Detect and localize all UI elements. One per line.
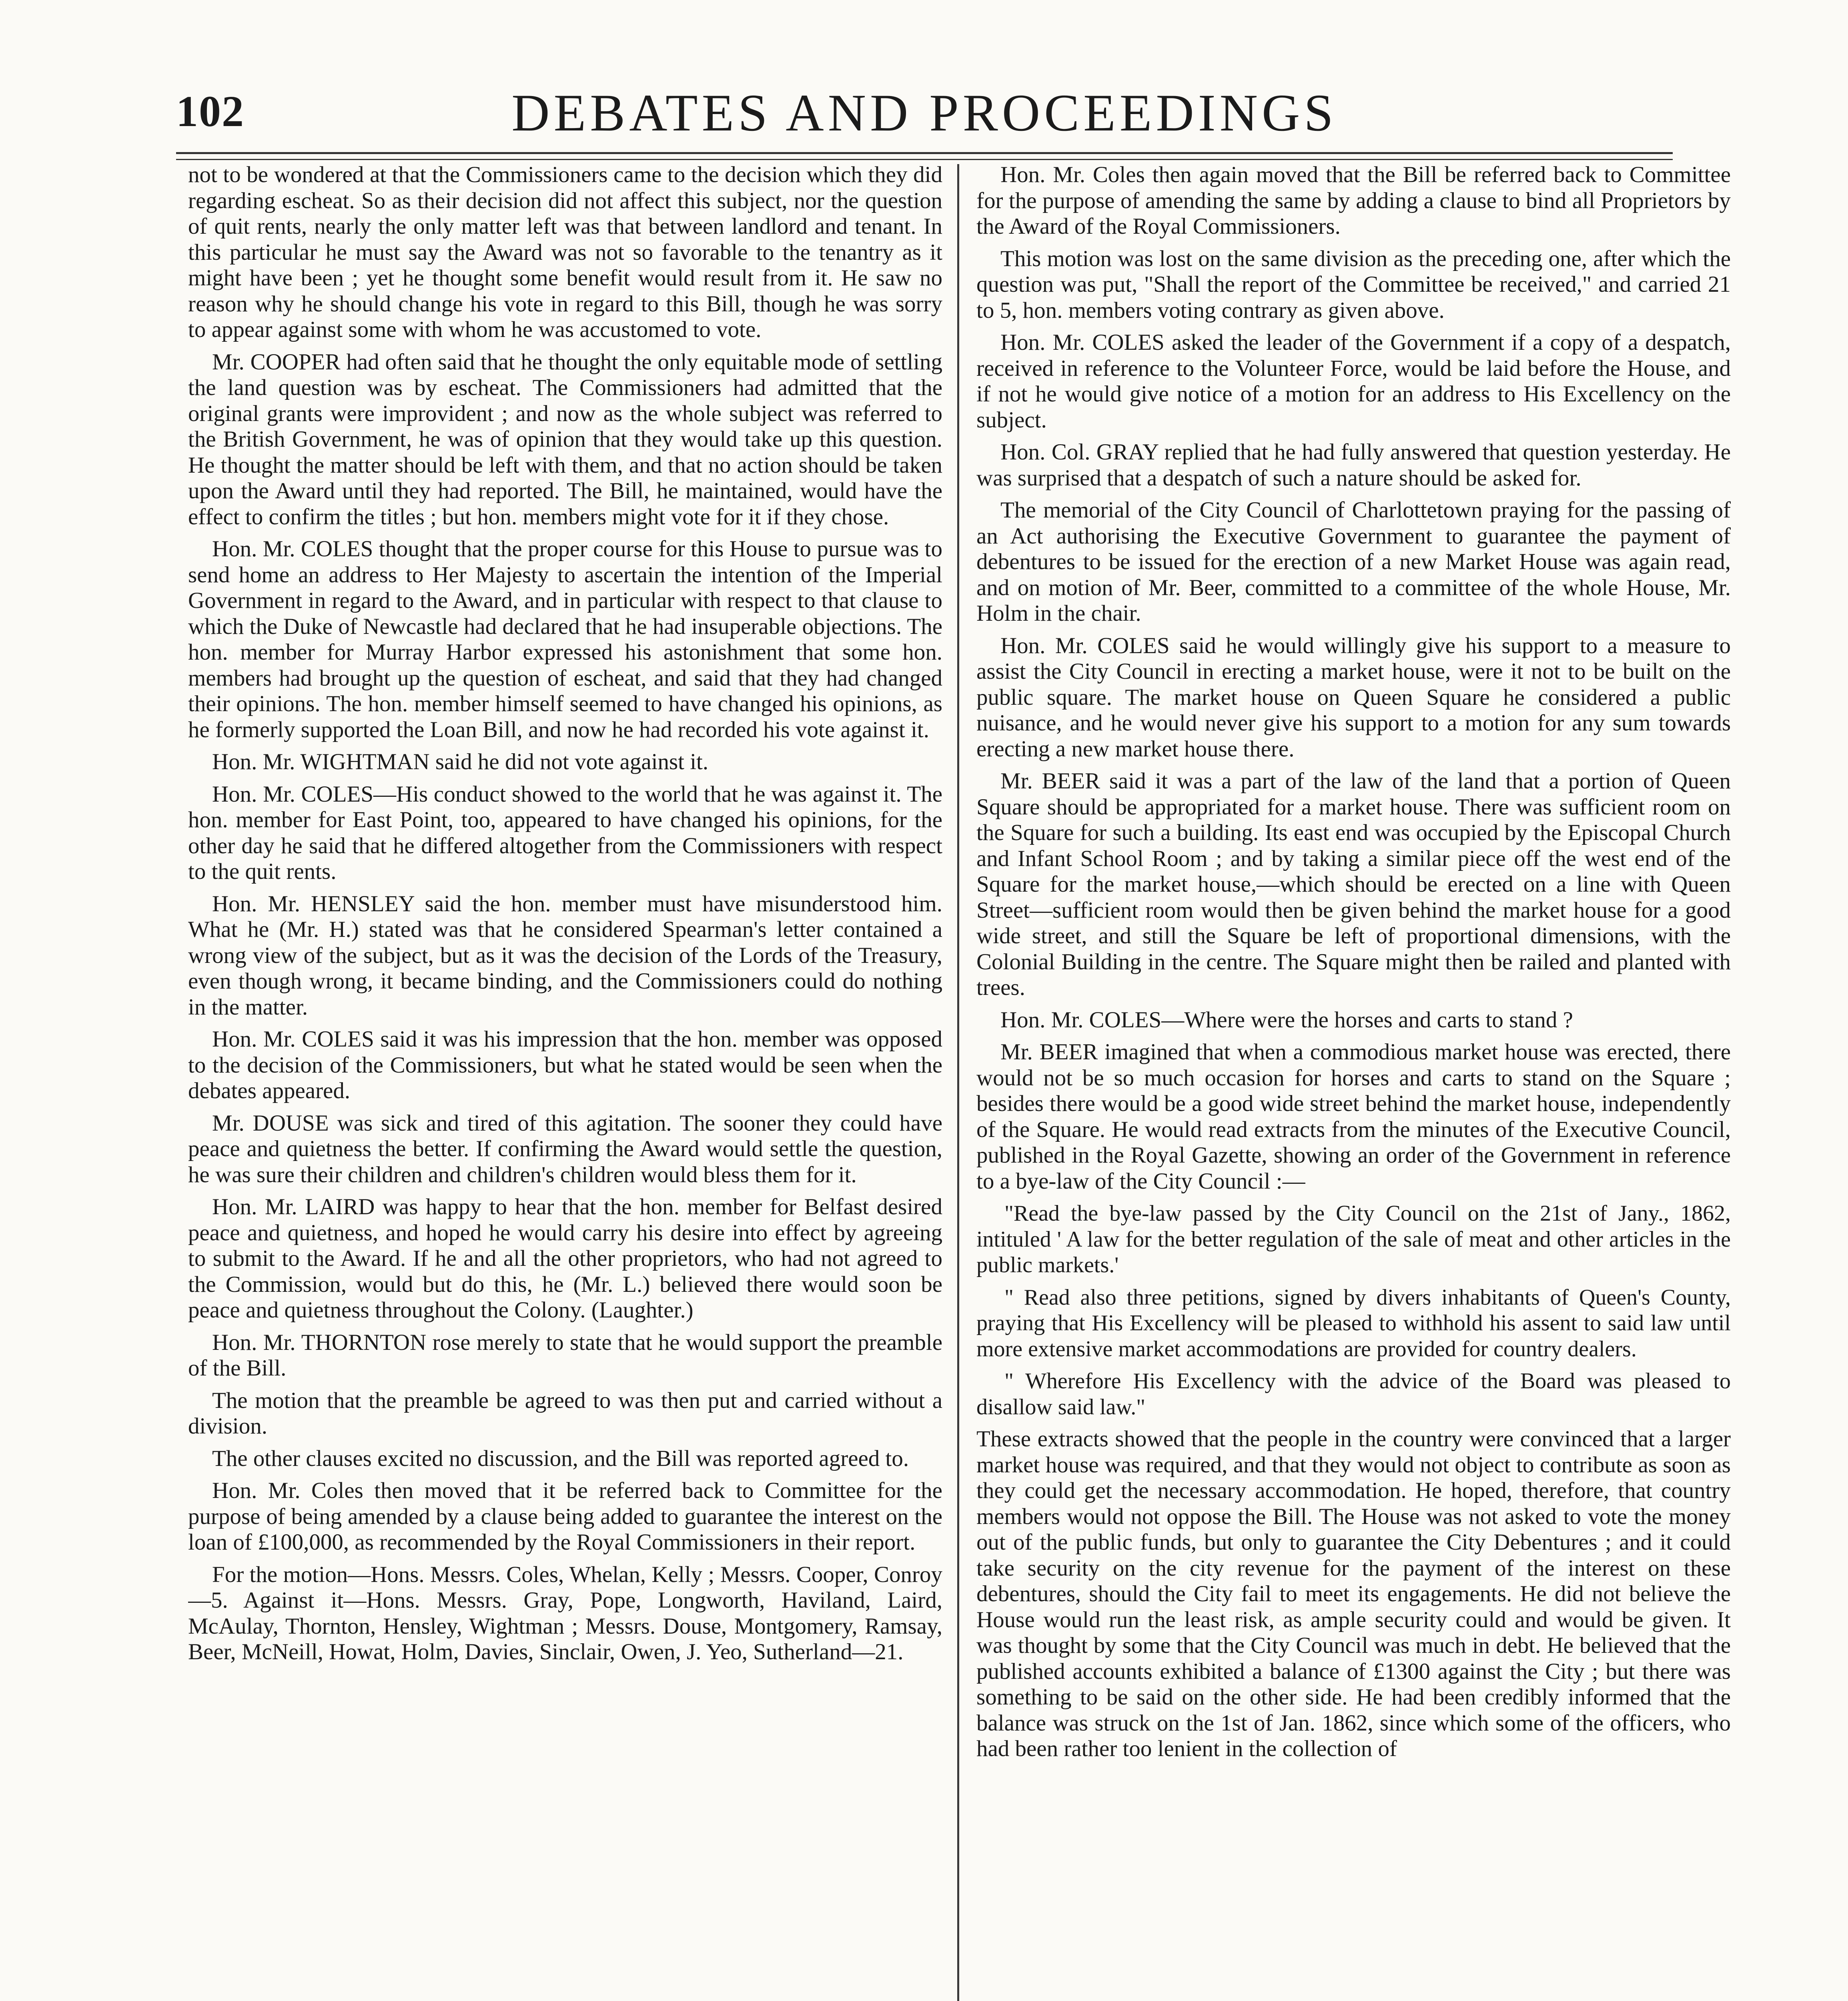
paragraph: Hon. Mr. HENSLEY said the hon. member must have misunderstood him. What he (Mr. H.) stated was that he considered Spearman's letter contained a wrong view of the subject, but as it was the decision of the Lords of the Treasury, even though wrong, it became binding, and the Commissioners could do nothing in the matter.: [188, 891, 942, 1020]
paragraph: These extracts showed that the people in the country were convinced that a larger market house was required, and that they would not object to contribute as soon as they could get the necessary accommodation. He hoped, therefore, that country members would not oppose the Bill. The House was not asked to vote the money out of the public funds, but only to guarantee the City Debentures ; and it could take security on the city revenue for the payment of the interest on these debentures, should the City fail to meet its engagements. He did not believe the House would run the least risk, as ample security could and would be given. It was thought by some that the City Council was much in debt. He believed that the published accounts exhibited a balance of £1300 against the City ; but there was something to be said on the other side. He had been credibly informed that the balance was struck on the 1st of Jan. 1862, since which some of the officers, who had been rather too lenient in the collection of: [976, 1426, 1731, 1761]
paragraph: Hon. Mr. WIGHTMAN said he did not vote against it.: [212, 749, 709, 774]
paragraph: The memorial of the City Council of Charlottetown praying for the passing of an Act authorising the Executive Government to guarantee the payment of debentures to be issued for the erection of a new Market House was again read, and on motion of Mr. Beer, committed to a committee of the whole House, Mr. Holm in the chair.: [976, 497, 1731, 626]
paragraph: Hon. Mr. COLES said he would willingly give his support to a measure to assist the City Council in erecting a market house, were it not to be built on the public square. The market house on Queen Square he considered a public nuisance, and he would never give his support to a motion for any sum towards erecting a new market house there.: [976, 633, 1731, 762]
paragraph: Hon. Col. GRAY replied that he had fully answered that question yesterday. He was surprised that a despatch of such a nature should be asked for.: [976, 439, 1731, 491]
paragraph: Hon. Mr. COLES asked the leader of the Government if a copy of a despatch, received in reference to the Volunteer Force, would be laid before the House, and if not he would give notice of a motion for an address to His Excellency on the subject.: [976, 330, 1731, 433]
paragraph: Hon. Mr. Coles then again moved that the Bill be referred back to Committee for the purpose of amending the same by adding a clause to bind all Proprietors by the Award of the Royal Commissioners.: [976, 162, 1731, 239]
paragraph: Hon. Mr. Coles then moved that it be referred back to Committee for the purpose of being amended by a clause being added to guarantee the interest on the loan of £100,000, as recommended by the Royal Commissioners in their report.: [188, 1478, 942, 1555]
page-header: [176, 82, 1673, 150]
page-number: 102: [176, 87, 245, 136]
paragraph: Mr. BEER said it was a part of the law of the land that a portion of Queen Square should be appropriated for a market house. There was sufficient room on the Square for such a building. Its east end was occupied by the Episcopal Church and Infant School Room ; and by taking a similar piece off the west end of the Square for the market house,—which should be erected on a line with Queen Street—sufficient room would then be given behind the market house for a good wide street, and still the Square be left of proportional dimensions, with the Colonial Building in the centre. The Square might then be railed and planted with trees.: [976, 768, 1731, 1000]
paragraph: Mr. COOPER had often said that he thought the only equitable mode of settling the land question was by escheat. The Commissioners had admitted that the original grants were improvident ; and now as the whole subject was referred to the British Government, he was of opinion that they would take up this question. He thought the matter should be left with them, and that no action should be taken upon the Award until they had reported. The Bill, he maintained, would have the effect to confirm the titles ; but hon. members might vote for it if they chose.: [188, 349, 942, 529]
paragraph: Hon. Mr. COLES—Where were the horses and carts to stand ?: [1000, 1007, 1573, 1033]
paragraph: This motion was lost on the same division as the preceding one, after which the question was put, "Shall the report of the Committee be received," and carried 21 to 5, hon. members voting contrary as given above.: [976, 246, 1731, 323]
paragraph: Hon. Mr. COLES thought that the proper course for this House to pursue was to send home an address to Her Majesty to ascertain the intention of the Imperial Government in regard to the Award, and in particular with respect to that clause to which the Duke of Newcastle had declared that he had insuperable objections. The hon. member for Murray Harbor expressed his astonishment that some hon. members had brought up the question of escheat, and said that they had changed their opinions. The hon. member himself seemed to have changed his opinions, as he formerly supported the Loan Bill, and now he had recorded his vote against it.: [188, 536, 942, 742]
left-column: [188, 162, 942, 2001]
paragraph: Mr. BEER imagined that when a commodious market house was erected, there would not be so much occasion for horses and carts to stand on the Square ; besides there would be a good wide street behind the market house, independently of the Square. He would read extracts from the minutes of the Executive Council, published in the Royal Gazette, showing an order of the Government in reference to a bye-law of the City Council :—: [976, 1039, 1731, 1194]
quoted-minute: " Wherefore His Excellency with the advice of the Board was pleased to disallow said law.": [976, 1369, 1731, 1420]
division-list: For the motion—Hons. Messrs. Coles, Whelan, Kelly ; Messrs. Cooper, Conroy—5. Against it—Hons. Messrs. Gray, Pope, Longworth, Haviland, Laird, McAulay, Thornton, Hensley, Wightman ; Messrs. Douse, Montgomery, Ramsay, Beer, McNeill, Howat, Holm, Davies, Sinclair, Owen, J. Yeo, Sutherland—21.: [188, 1562, 942, 1664]
paragraph: The other clauses excited no discussion, and the Bill was reported agreed to.: [212, 1446, 909, 1471]
paragraph: Hon. Mr. COLES—His conduct showed to the world that he was against it. The hon. member for East Point, too, appeared to have changed his opinions, for the other day he said that he differed altogether from the Commissioners with respect to the quit rents.: [188, 781, 942, 884]
paragraph: Hon. Mr. THORNTON rose merely to state that he would support the preamble of the Bill.: [188, 1329, 942, 1381]
paragraph: not to be wondered at that the Commissioners came to the decision which they did regarding escheat. So as their decision did not affect this subject, nor the question of quit rents, nearly the only matter left was that between landlord and tenant. In this particular he must say the Award was not so favorable to the tenantry as it might have been ; yet he thought some benefit would result from it. He saw no reason why he should change his vote in regard to this Bill, though he was sorry to appear against some with whom he was accustomed to vote.: [188, 162, 942, 342]
quoted-minute: "Read the bye-law passed by the City Council on the 21st of Jany., 1862, intituled ' A law for the better regulation of the sale of meat and other articles in the public markets.': [976, 1201, 1731, 1277]
paragraph: Hon. Mr. COLES said it was his impression that the hon. member was opposed to the decision of the Commissioners, but what he stated would be seen when the debates appeared.: [188, 1027, 942, 1103]
paragraph: Mr. DOUSE was sick and tired of this agitation. The sooner they could have peace and quietness the better. If confirming the Award would settle the question, he was sure their children and children's children would bless them for it.: [188, 1110, 942, 1187]
column-divider: [957, 164, 959, 2001]
paragraph: The motion that the preamble be agreed to was then put and carried without a division.: [188, 1387, 942, 1439]
right-column: [976, 162, 1731, 2001]
paragraph: Hon. Mr. LAIRD was happy to hear that the hon. member for Belfast desired peace and quietness, and hoped he would carry his desire into effect by agreeing to submit to the Award. If he and all the other proprietors, who had not agreed to the Commission, would but do this, he (Mr. L.) believed there would soon be peace and quietness throughout the Colony. (Laughter.): [188, 1194, 942, 1323]
quoted-minute: " Read also three petitions, signed by divers inhabitants of Queen's County, praying that His Excellency will be pleased to withhold his assent to said law until more extensive market accommodations are provided for country dealers.: [976, 1285, 1731, 1361]
running-title: DEBATES AND PROCEEDINGS: [511, 83, 1337, 142]
header-rule: [176, 152, 1673, 160]
